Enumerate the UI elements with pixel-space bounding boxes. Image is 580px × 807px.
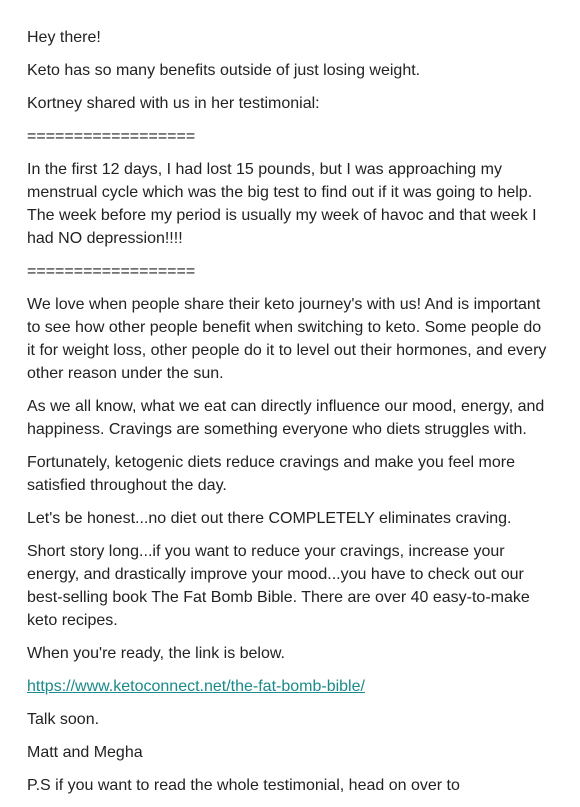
signature: Matt and Megha xyxy=(27,744,143,761)
link-paragraph xyxy=(27,675,553,698)
testimonial-quote: In the first 12 days, I had lost 15 pounds, but I was approaching my menstrual cycle which was the big test to find out if it was going to help. The week before my period is usually my week of havoc and that week I had NO depression!!!! xyxy=(27,161,537,247)
journey-paragraph: We love when people share their keto journey's with us! And is important to see how other people benefit when switching to keto. Some people do it for weight loss, other people do it to level out their hormones, and every other reason under the sun. xyxy=(27,296,547,382)
testimonial-lead: Kortney shared with us in her testimonial: xyxy=(27,95,320,112)
honest-paragraph: Let's be honest...no diet out there COMPLETELY eliminates craving. xyxy=(27,510,512,527)
email-body xyxy=(27,26,553,807)
greeting: Hey there! xyxy=(27,29,101,46)
fortunately-paragraph: Fortunately, ketogenic diets reduce cravings and make you feel more satisfied throughout the day. xyxy=(27,454,515,494)
intro-paragraph: Keto has so many benefits outside of just losing weight. xyxy=(27,62,421,79)
mood-paragraph: As we all know, what we eat can directly influence our mood, energy, and happiness. Cravings are something everyone who diets struggles with. xyxy=(27,398,545,438)
ready-paragraph: When you're ready, the link is below. xyxy=(27,645,285,662)
fat-bomb-bible-link[interactable]: https://www.ketoconnect.net/the-fat-bomb-bible/ xyxy=(27,678,365,695)
signoff: Talk soon. xyxy=(27,711,100,728)
divider-bottom: ================== xyxy=(27,263,196,280)
short-story-paragraph: Short story long...if you want to reduce your cravings, increase your energy, and drastically improve your mood...you have to check out our best-selling book The Fat Bomb Bible. There are over 40 easy-to-make keto recipes. xyxy=(27,543,530,629)
divider-top: ================== xyxy=(27,128,196,145)
postscript: P.S if you want to read the whole testimonial, head on over to xyxy=(27,777,460,794)
